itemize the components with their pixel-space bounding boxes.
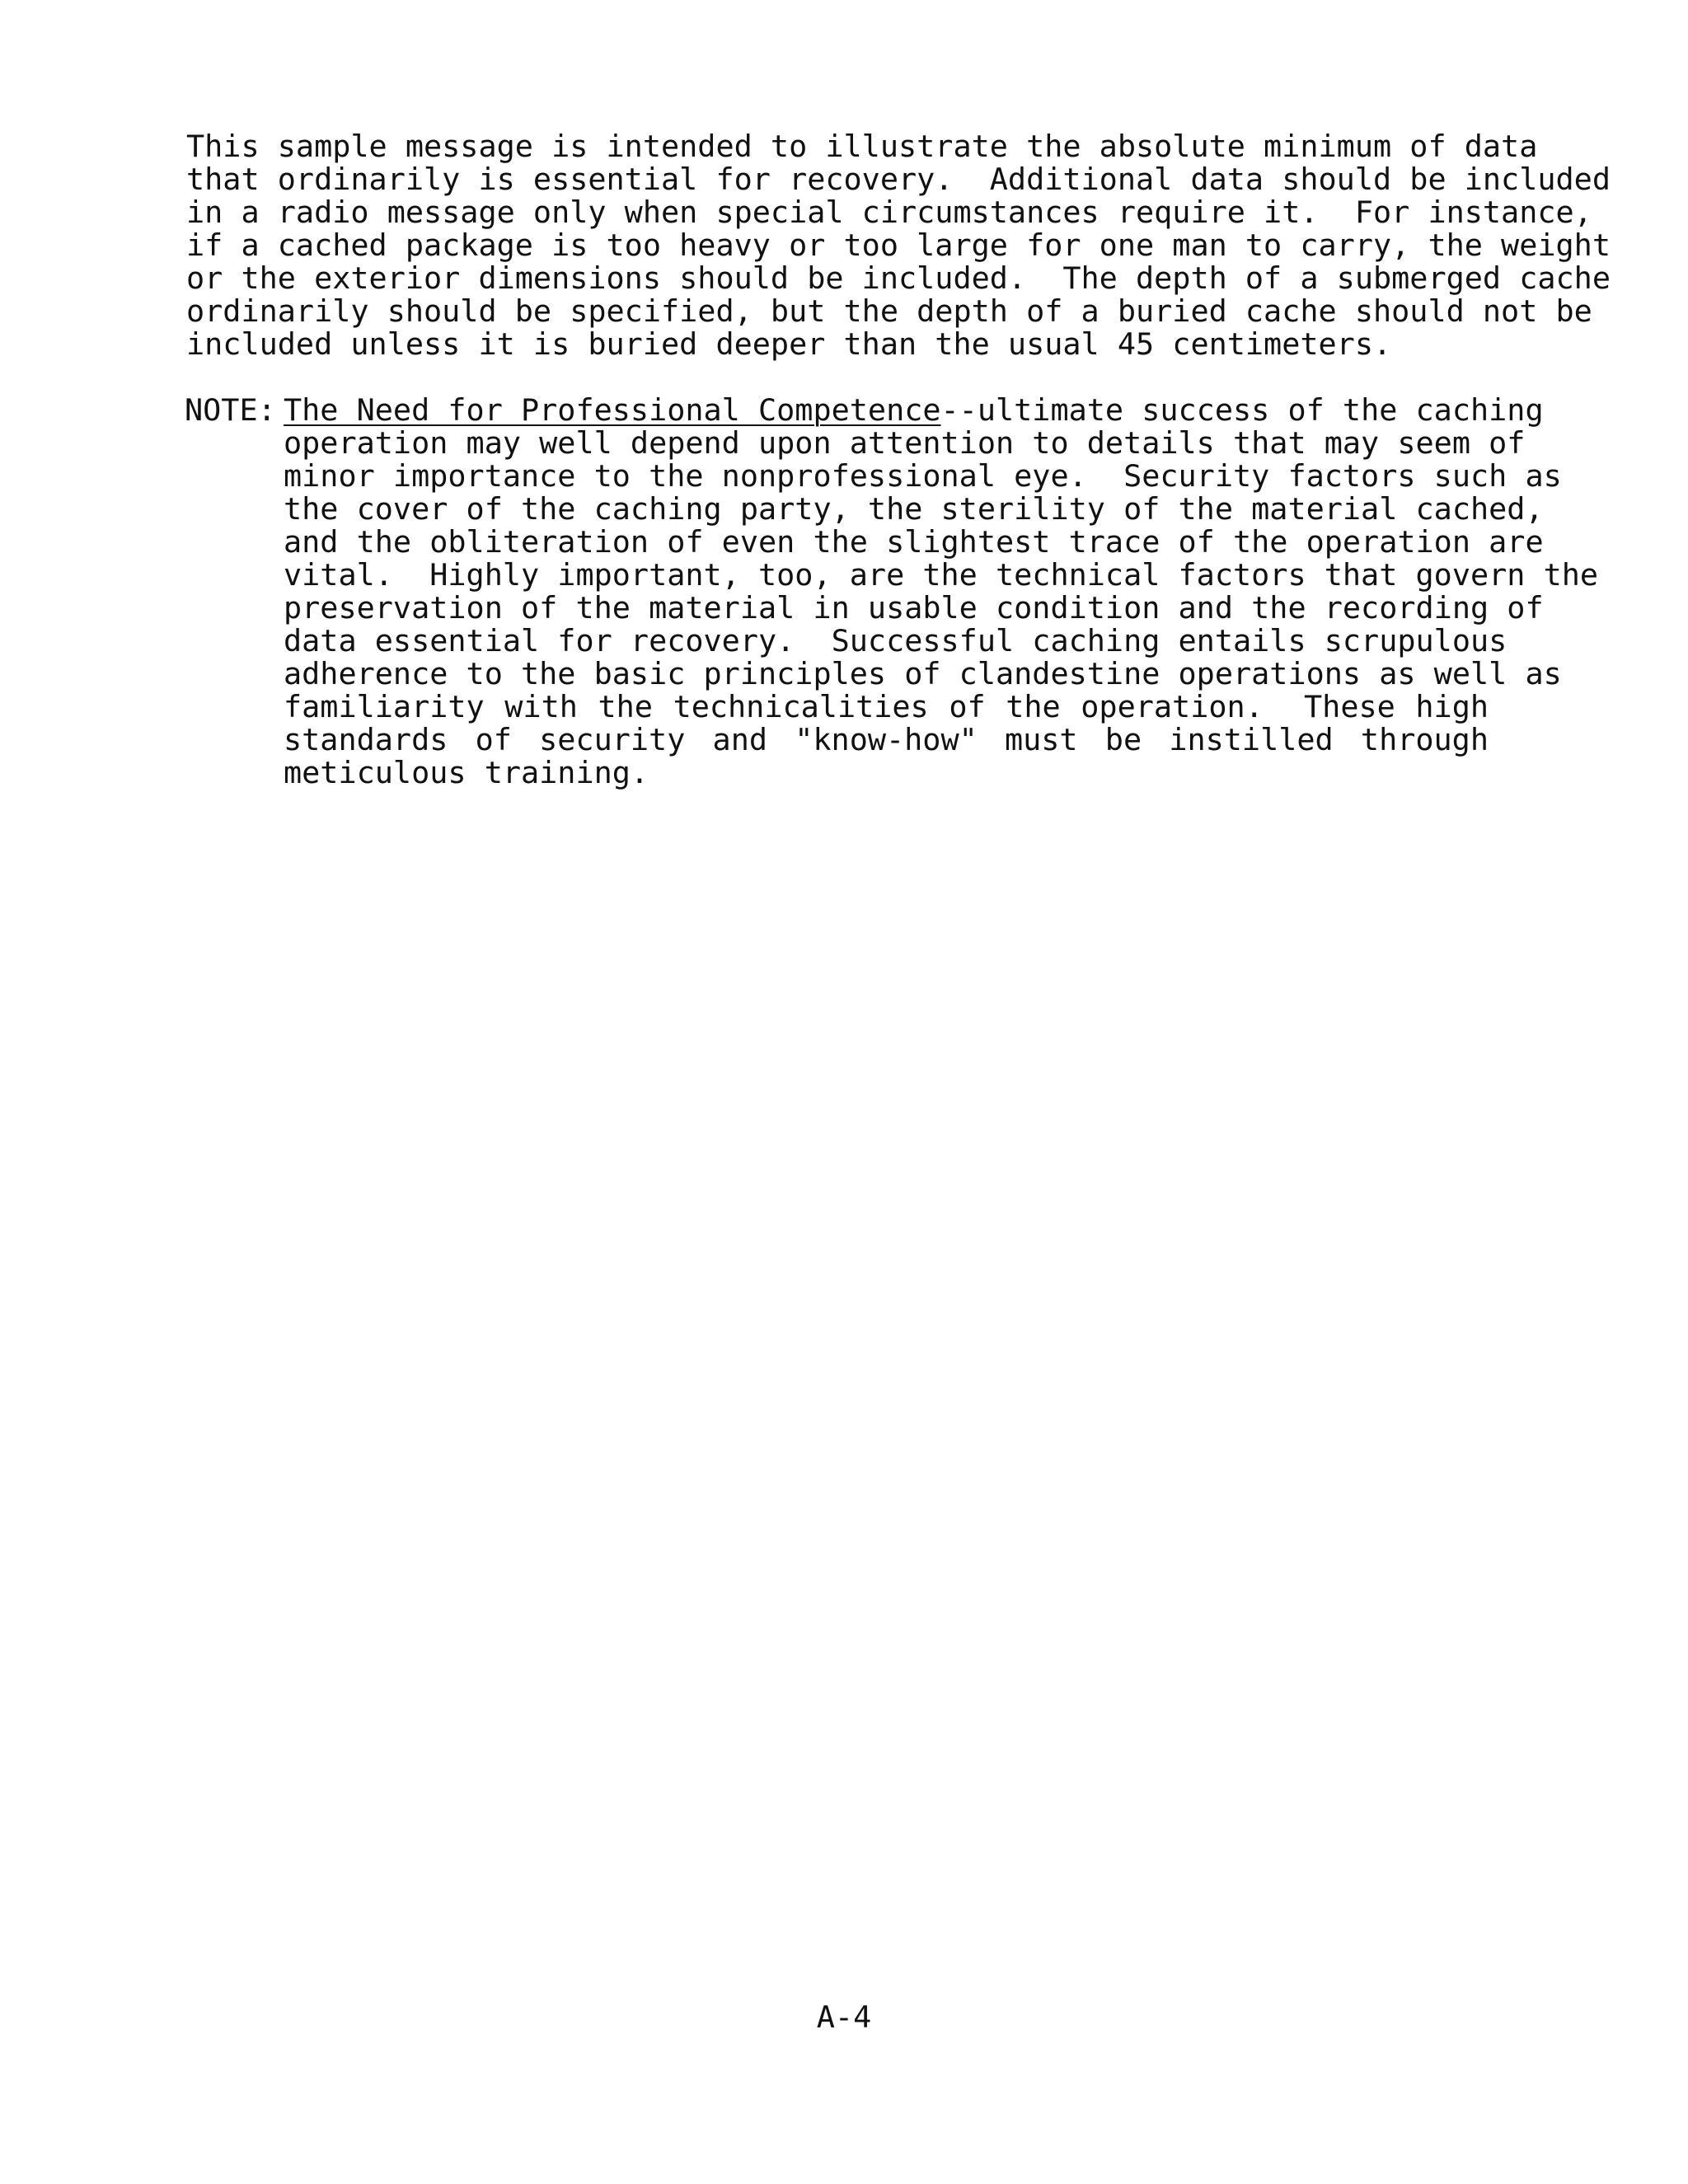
intro-line: that ordinarily is essential for recovery. Additional data should be included: [186, 162, 1611, 197]
note-line: minor importance to the nonprofessional eye. Security factors such as: [284, 458, 1562, 494]
intro-line: if a cached package is too heavy or too large for one man to carry, the weight: [186, 227, 1611, 263]
note-line: data essential for recovery. Successful caching entails scrupulous: [284, 623, 1507, 658]
note-line: familiarity with the technicalities of the operation. These high: [284, 689, 1489, 724]
intro-line: included unless it is buried deeper than the usual 45 centimeters.: [186, 326, 1392, 362]
note-line: preservation of the material in usable condition and the recording of: [284, 590, 1544, 626]
intro-line: ordinarily should be specified, but the depth of a buried cache should not be: [186, 293, 1592, 329]
intro-line: or the exterior dimensions should be included. The depth of a submerged cache: [186, 260, 1611, 296]
intro-line: in a radio message only when special circumstances require it. For instance,: [186, 194, 1592, 230]
note-line: standards of security and "know-how" must be instilled through: [284, 722, 1489, 757]
note-line: vital. Highly important, too, are the technical factors that govern the: [284, 557, 1599, 593]
intro-line: This sample message is intended to illustrate the absolute minimum of data: [186, 129, 1538, 164]
note-label: NOTE:: [185, 392, 276, 428]
note-line: and the obliteration of even the slightest trace of the operation are: [284, 524, 1544, 560]
note-heading: The Need for Professional Competence: [284, 392, 941, 428]
note-line: meticulous training.: [284, 755, 649, 790]
note-line: operation may well depend upon attention to details that may seem of: [284, 425, 1526, 461]
note-heading-tail: --ultimate success of the caching: [940, 392, 1544, 428]
page-number: A-4: [816, 1999, 872, 2035]
note-heading-line: [284, 392, 1544, 428]
note-line: the cover of the caching party, the sterility of the material cached,: [284, 491, 1544, 527]
note-line: adherence to the basic principles of clandestine operations as well as: [284, 656, 1562, 691]
